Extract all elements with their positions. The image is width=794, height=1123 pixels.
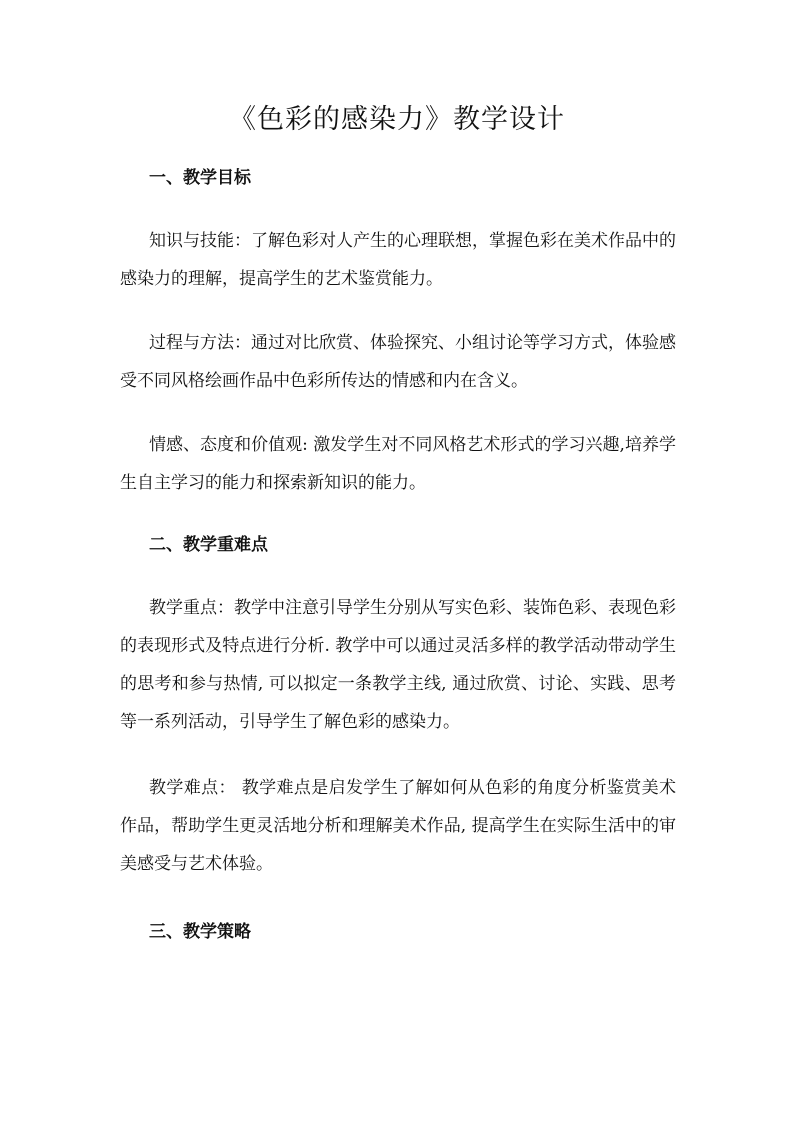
section-heading-key-difficulties: 二、教学重难点 — [149, 535, 268, 555]
paragraph-emotion-values: 情感、态度和价值观: 激发学生对不同风格艺术形式的学习兴趣,培养学生自主学习的能力和探索新知识的能力。 — [120, 435, 676, 493]
paragraph-teaching-focus: 教学重点：教学中注意引导学生分别从写实色彩、装饰色彩、表现色彩的表现形式及特点进行分析. 教学中可以通过灵活多样的教学活动带动学生的思考和参与热情, 可以拟定一条教学主线, 通过欣赏、讨论、实践、思考等一系列活动，引导学生了解色彩的感染力。 — [120, 598, 676, 732]
document-title: 《色彩的感染力》教学设计 — [229, 104, 565, 135]
section-heading-strategy: 三、教学策略 — [149, 922, 251, 942]
paragraph-teaching-difficulty: 教学难点： 教学难点是启发学生了解如何从色彩的角度分析鉴赏美术作品，帮助学生更灵活地分析和理解美术作品, 提高学生在实际生活中的审美感受与艺术体验。 — [120, 778, 676, 874]
paragraph-process-methods: 过程与方法：通过对比欣赏、体验探究、小组讨论等学习方式，体验感受不同风格绘画作品中色彩所传达的情感和内在含义。 — [120, 333, 676, 391]
paragraph-knowledge-skills: 知识与技能：了解色彩对人产生的心理联想，掌握色彩在美术作品中的感染力的理解，提高学生的艺术鉴赏能力。 — [120, 231, 676, 289]
section-heading-objectives: 一、教学目标 — [149, 168, 251, 188]
